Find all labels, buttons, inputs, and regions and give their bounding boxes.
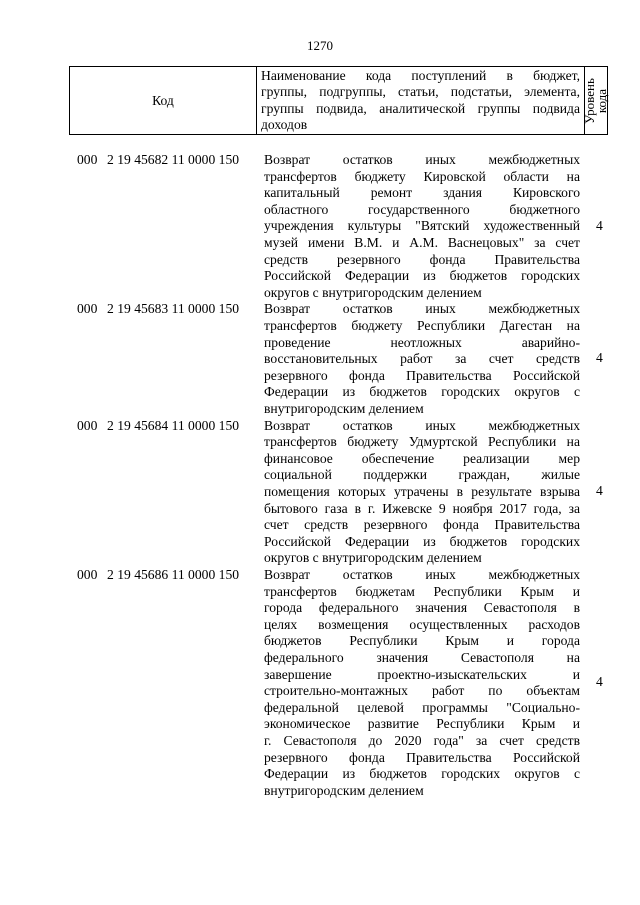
row-level: 4: [596, 483, 603, 499]
description-line: бюджетов Республики Крым и города: [264, 633, 580, 649]
table-header: [69, 66, 608, 135]
row-description: [264, 301, 580, 417]
description-line: округов с внутригородским делением: [264, 284, 482, 300]
description-line: федеральной целевой программы "Социально-: [264, 699, 580, 715]
row-level: 4: [596, 217, 603, 233]
description-line: экономическое развитие Республики Крым и: [264, 716, 580, 732]
header-name-line: Наименование кода поступлений в бюджет,: [261, 68, 580, 84]
row-level: 4: [596, 674, 603, 690]
description-line: проведение неотложных аварийно-: [264, 334, 580, 350]
description-line: внутригородским делением: [264, 782, 424, 798]
page-number: 1270: [307, 38, 333, 53]
description-line: Российской Федерации из бюджетов городских: [264, 268, 580, 284]
description-line: трансфертов бюджетам Республики Крым и: [264, 583, 580, 599]
row-level: 4: [596, 350, 603, 366]
description-line: г. Севастополя до 2020 года" за счет средств: [264, 732, 580, 748]
description-line: восстановительных работ за счет средств: [264, 351, 580, 367]
header-level: [582, 67, 609, 135]
description-line: областного государственного бюджетного: [264, 201, 580, 217]
description-line: капитальный ремонт здания Кировского: [264, 185, 580, 201]
description-line: резервного фонда Правительства Российской: [264, 749, 580, 765]
header-name-line: доходов: [261, 116, 308, 132]
row-description: [264, 152, 580, 301]
description-line: внутригородским делением: [264, 400, 424, 416]
description-line: Возврат остатков иных межбюджетных: [264, 567, 580, 582]
description-line: целях возмещения осуществленных расходов: [264, 616, 580, 632]
row-code: 2 19 45683 11 0000 150: [107, 301, 240, 317]
description-line: округов с внутригородским делением: [264, 550, 482, 566]
description-line: учреждения культуры "Вятский художественный: [264, 218, 580, 234]
row-description: [264, 567, 580, 799]
header-name-line: группы подвида, аналитической группы подвида: [261, 100, 580, 116]
header-level-line: кода: [594, 88, 609, 113]
description-line: бытового газа в г. Ижевске 9 ноября 2017 года, за: [264, 500, 580, 516]
row-prefix: 000: [77, 417, 98, 433]
description-line: строительно-монтажных работ по объектам: [264, 683, 580, 699]
description-line: Федерации из бюджетов городских округов с: [264, 766, 580, 782]
row-code: 2 19 45684 11 0000 150: [107, 417, 240, 433]
description-line: города федерального значения Севастополя в: [264, 600, 580, 616]
description-line: Федерации из бюджетов городских округов с: [264, 384, 580, 400]
header-name: [257, 67, 585, 135]
description-line: финансовое обеспечение реализации мер: [264, 450, 580, 466]
header-code: Код: [70, 67, 257, 135]
row-code: 2 19 45682 11 0000 150: [107, 152, 240, 167]
description-line: завершение проектно-изыскательских и: [264, 666, 580, 682]
description-line: резервного фонда Правительства Российской: [264, 367, 580, 383]
description-line: музей имени В.М. и А.М. Васнецовых" за счет: [264, 234, 580, 250]
description-line: социальной поддержки граждан, жилые: [264, 467, 580, 483]
header-name-line: группы, подгруппы, статьи, подстатьи, элемента,: [261, 84, 580, 100]
description-line: помещения которых утрачены в результате взрыва: [264, 483, 580, 499]
description-line: средств резервного фонда Правительства: [264, 251, 580, 267]
description-line: трансфертов бюджету Удмуртской Республики на: [264, 434, 580, 450]
description-line: Возврат остатков иных межбюджетных: [264, 301, 580, 317]
description-line: Возврат остатков иных межбюджетных: [264, 152, 580, 167]
row-prefix: 000: [77, 567, 98, 582]
row-prefix: 000: [77, 301, 98, 317]
header-level-line: Уровень: [582, 77, 597, 124]
description-line: Возврат остатков иных межбюджетных: [264, 417, 580, 433]
row-description: [264, 418, 580, 567]
description-line: трансфертов бюджету Кировской области на: [264, 168, 580, 184]
row-prefix: 000: [77, 152, 98, 167]
description-line: счет средств резервного фонда Правительства: [264, 517, 580, 533]
description-line: Российской Федерации из бюджетов городских: [264, 533, 580, 549]
row-code: 2 19 45686 11 0000 150: [107, 567, 240, 582]
description-line: трансфертов бюджету Республики Дагестан на: [264, 317, 580, 333]
description-line: федерального значения Севастополя на: [264, 649, 580, 665]
